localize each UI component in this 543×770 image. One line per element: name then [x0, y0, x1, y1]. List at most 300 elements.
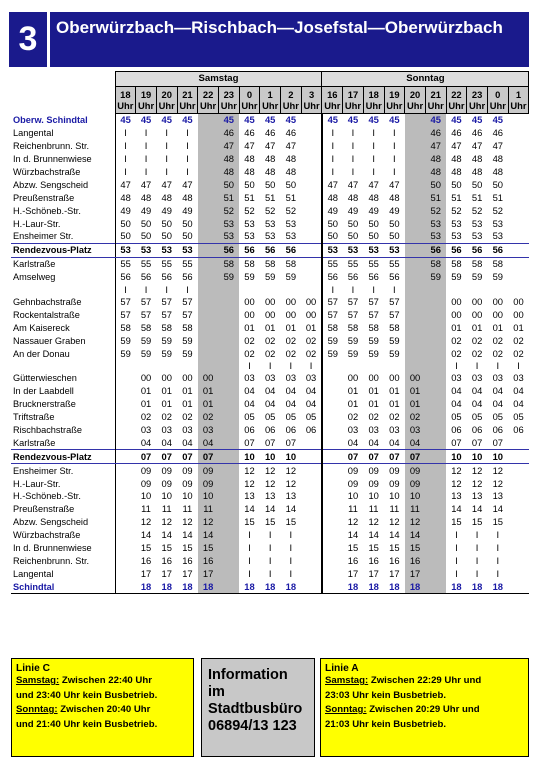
departure-time: 06: [285, 424, 297, 436]
departure-time: 15: [389, 542, 400, 554]
hour-value: 16: [327, 89, 338, 100]
departure-time: 59: [244, 271, 255, 283]
departure-time: 13: [264, 490, 276, 502]
departure-time: [115, 360, 136, 372]
departure-time: 18: [244, 580, 255, 592]
departure-time: [446, 284, 467, 296]
departure-time: 50: [161, 217, 172, 229]
departure-time: 02: [140, 411, 152, 423]
departure-time: [198, 284, 219, 296]
departure-time: 58: [161, 321, 172, 333]
departure-time: 49: [161, 204, 172, 216]
departure-time: [115, 372, 136, 385]
departure-time: I: [165, 283, 169, 295]
departure-time: 14: [264, 503, 276, 515]
note-text-part: Zwischen 20:29 Uhr und: [366, 704, 480, 715]
departure-time: I: [144, 153, 148, 165]
departure-time: 04: [244, 385, 255, 397]
departure-time: [218, 555, 239, 568]
departure-time: [115, 503, 136, 516]
hour-unit: Uhr: [489, 100, 506, 111]
departure-time: [322, 503, 343, 516]
departure-time: [405, 140, 426, 153]
note-text-part: Zwischen 22:40 Uhr: [59, 675, 152, 686]
departure-time: [218, 360, 239, 372]
departure-time: 04: [198, 436, 219, 449]
departure-time: [218, 503, 239, 516]
departure-time: 48: [451, 153, 462, 165]
hour-value: 20: [409, 89, 421, 100]
departure-time: 02: [198, 411, 219, 424]
departure-time: 53: [156, 243, 177, 257]
departure-time: 47: [451, 140, 462, 152]
departure-time: 18: [368, 580, 379, 592]
departure-time: [322, 464, 343, 477]
hour-header: [446, 87, 467, 114]
departure-time: [218, 490, 239, 503]
departure-time: [301, 464, 322, 477]
departure-time: 10: [281, 450, 302, 464]
departure-time: 46: [244, 127, 255, 139]
departure-time: 53: [471, 230, 483, 242]
departure-time: 11: [182, 503, 193, 515]
departure-time: 56: [182, 271, 193, 283]
departure-time: [425, 477, 446, 490]
info-line: im: [208, 684, 225, 700]
departure-time: 46: [451, 127, 462, 139]
departure-time: 18: [389, 580, 400, 592]
departure-time: 01: [405, 398, 426, 411]
departure-time: 46: [425, 127, 446, 140]
departure-time: I: [393, 140, 396, 152]
hour-value: 0: [495, 89, 501, 100]
departure-time: 11: [368, 503, 379, 515]
departure-time: 04: [492, 385, 503, 397]
departure-time: 51: [244, 191, 255, 203]
departure-time: 04: [471, 385, 483, 397]
departure-time: 00: [244, 296, 255, 308]
departure-time: 50: [389, 230, 400, 242]
departure-time: 46: [218, 127, 239, 140]
departure-time: 00: [451, 296, 462, 308]
departure-time: I: [309, 360, 313, 372]
departure-time: [405, 217, 426, 230]
departure-time: 12: [492, 464, 503, 476]
departure-time: [301, 243, 322, 257]
departure-time: [322, 385, 343, 398]
departure-time: 06: [264, 424, 276, 436]
departure-time: 09: [389, 464, 400, 476]
departure-time: [198, 191, 219, 204]
hour-header: [281, 87, 302, 114]
departure-time: [322, 555, 343, 568]
departure-time: 50: [218, 178, 239, 191]
hour-value: 17: [347, 89, 359, 100]
departure-time: I: [268, 567, 272, 579]
departure-time: 03: [347, 424, 359, 436]
departure-time: [198, 127, 219, 140]
departure-time: 12: [471, 477, 483, 489]
departure-time: [301, 166, 322, 179]
departure-time: 09: [368, 464, 379, 476]
departure-time: 01: [368, 398, 379, 410]
departure-time: 50: [425, 178, 446, 191]
hour-value: 22: [451, 89, 462, 100]
departure-time: 56: [218, 243, 239, 257]
departure-time: 09: [198, 477, 219, 490]
departure-time: 03: [285, 372, 297, 384]
stop-name: In d. Brunnenwiese: [11, 153, 115, 166]
departure-time: 18: [492, 580, 503, 592]
hour-value: 1: [267, 89, 273, 100]
departure-time: 02: [305, 347, 317, 359]
hour-unit: Uhr: [469, 100, 486, 111]
departure-time: 48: [182, 191, 193, 203]
departure-time: 12: [161, 516, 172, 528]
departure-time: 53: [425, 217, 446, 230]
departure-time: 50: [161, 230, 172, 242]
hour-header: [177, 87, 198, 114]
stop-row: [11, 490, 529, 503]
timetable: [11, 71, 529, 594]
departure-time: [322, 529, 343, 542]
departure-time: 59: [389, 334, 400, 346]
departure-time: 02: [285, 334, 297, 346]
departure-time: 10: [389, 490, 400, 502]
departure-time: 48: [120, 191, 131, 203]
departure-time: 52: [285, 204, 297, 216]
departure-time: I: [268, 554, 272, 566]
departure-time: 02: [161, 411, 172, 423]
departure-time: 16: [347, 554, 359, 566]
departure-time: [405, 153, 426, 166]
hour-unit: Uhr: [386, 100, 403, 111]
departure-time: 55: [389, 258, 400, 270]
departure-time: [322, 450, 343, 464]
departure-time: 45: [368, 114, 379, 126]
departure-time: 10: [368, 490, 379, 502]
departure-time: I: [322, 153, 343, 166]
departure-time: 58: [218, 257, 239, 270]
hour-value: 18: [120, 89, 131, 100]
departure-time: 15: [161, 542, 172, 554]
departure-time: I: [124, 283, 127, 295]
departure-time: 09: [140, 464, 152, 476]
departure-time: [425, 542, 446, 555]
spacer-row: [11, 360, 529, 372]
departure-time: 01: [405, 385, 426, 398]
departure-time: 55: [347, 258, 359, 270]
departure-time: 12: [451, 477, 462, 489]
departure-time: [508, 166, 529, 179]
departure-time: 45: [425, 114, 446, 127]
departure-time: I: [372, 127, 375, 139]
departure-time: I: [165, 166, 169, 177]
departure-time: 04: [492, 398, 503, 410]
departure-time: 02: [492, 334, 503, 346]
departure-time: [218, 372, 239, 385]
stop-name: H.-Laur-Str.: [11, 217, 115, 230]
departure-time: 02: [471, 334, 483, 346]
departure-time: 00: [305, 296, 317, 308]
departure-time: 12: [140, 516, 152, 528]
departure-time: 04: [161, 436, 172, 448]
departure-time: [218, 321, 239, 334]
departure-time: 12: [264, 477, 276, 489]
departure-time: 57: [389, 308, 400, 320]
departure-time: 02: [264, 334, 276, 346]
departure-time: 57: [140, 296, 152, 308]
departure-time: 53: [218, 217, 239, 230]
departure-time: 01: [182, 398, 193, 410]
departure-time: I: [475, 529, 479, 541]
departure-time: 16: [389, 554, 400, 566]
departure-time: 10: [140, 490, 152, 502]
departure-time: [405, 191, 426, 204]
departure-time: 56: [322, 271, 343, 284]
departure-time: [322, 411, 343, 424]
stop-name: Amselweg: [11, 271, 115, 284]
note-text: [12, 703, 193, 718]
stop-name: In der Laabdell: [11, 385, 115, 398]
departure-time: 04: [182, 436, 193, 448]
day-row: [11, 72, 529, 87]
departure-time: 18: [198, 580, 219, 593]
stop-name: Brucknerstraße: [11, 398, 115, 411]
departure-time: 01: [347, 385, 359, 397]
departure-time: 59: [161, 347, 172, 359]
departure-time: 04: [140, 436, 152, 448]
stop-name: Reichenbrunn. Str.: [11, 555, 115, 568]
departure-time: 45: [182, 114, 193, 126]
departure-time: 59: [264, 271, 276, 283]
hour-value: 23: [223, 89, 234, 100]
departure-time: [384, 360, 405, 372]
departure-time: 48: [218, 166, 239, 179]
departure-time: 57: [389, 296, 400, 308]
departure-time: 51: [471, 191, 483, 203]
hour-header: [198, 87, 219, 114]
stop-row: [11, 477, 529, 490]
departure-time: 04: [451, 385, 462, 397]
departure-time: 53: [492, 230, 503, 242]
note-text: 21:03 Uhr kein Busbetrieb.: [325, 718, 447, 730]
departure-time: 47: [140, 178, 152, 190]
hour-value: 2: [288, 89, 294, 100]
departure-time: 07: [244, 436, 255, 448]
departure-time: 00: [182, 372, 193, 384]
departure-time: 06: [451, 424, 462, 436]
departure-time: [218, 424, 239, 437]
stop-row: [11, 204, 529, 217]
departure-time: 01: [368, 385, 379, 397]
departure-time: 02: [471, 347, 483, 359]
departure-time: 14: [389, 529, 400, 541]
departure-time: [218, 477, 239, 490]
departure-time: [405, 204, 426, 217]
departure-time: [425, 490, 446, 503]
hour-value: 21: [430, 89, 441, 100]
departure-time: [467, 284, 488, 296]
departure-time: 59: [347, 334, 359, 346]
departure-time: 14: [368, 529, 379, 541]
departure-time: [425, 398, 446, 411]
departure-time: [301, 516, 322, 529]
departure-time: 56: [425, 243, 446, 257]
departure-time: 56: [260, 243, 281, 257]
hour-header: [322, 87, 343, 114]
departure-time: 01: [161, 385, 172, 397]
departure-time: I: [455, 360, 458, 372]
departure-time: 10: [198, 490, 219, 503]
hour-unit: Uhr: [427, 100, 444, 111]
note-text: und 21:40 Uhr kein Busbetrieb.: [16, 718, 158, 730]
departure-time: I: [393, 153, 396, 165]
hour-unit: Uhr: [324, 100, 341, 111]
departure-time: 50: [322, 217, 343, 230]
note-line-a: [320, 658, 529, 757]
departure-time: 09: [405, 477, 426, 490]
departure-time: 18: [405, 580, 426, 593]
departure-time: [425, 321, 446, 334]
departure-time: [405, 347, 426, 360]
departure-time: I: [268, 360, 272, 372]
departure-time: [218, 464, 239, 477]
departure-time: 10: [161, 490, 172, 502]
stop-row: [11, 411, 529, 424]
departure-time: 01: [285, 321, 297, 333]
departure-time: 15: [198, 542, 219, 555]
hour-unit: Uhr: [303, 100, 320, 111]
stop-row: [11, 114, 529, 127]
departure-time: 53: [264, 230, 276, 242]
hour-unit: Uhr: [510, 100, 527, 111]
departure-time: 59: [322, 334, 343, 347]
hour-value: 23: [471, 89, 483, 100]
departure-time: [508, 204, 529, 217]
departure-time: 45: [471, 114, 483, 126]
departure-time: [508, 127, 529, 140]
departure-time: 45: [389, 114, 400, 126]
departure-time: [425, 334, 446, 347]
stop-name: Würzbachstraße: [11, 166, 115, 179]
departure-time: 13: [492, 490, 503, 502]
departure-time: 18: [451, 580, 462, 592]
departure-time: 50: [182, 217, 193, 229]
departure-time: [425, 424, 446, 437]
hour-unit: Uhr: [137, 100, 155, 111]
departure-time: 18: [182, 580, 193, 592]
departure-time: 55: [368, 258, 379, 270]
departure-time: [198, 271, 219, 284]
stop-row: [11, 257, 529, 270]
departure-time: 50: [264, 178, 276, 190]
note-text-part: Zwischen 20:40 Uhr: [57, 704, 151, 715]
departure-time: I: [186, 283, 189, 295]
departure-time: I: [351, 140, 355, 152]
departure-time: I: [372, 283, 375, 295]
departure-time: I: [144, 166, 148, 177]
info-box: [201, 658, 315, 757]
departure-time: 07: [343, 450, 364, 464]
departure-time: [425, 555, 446, 568]
departure-time: 52: [492, 204, 503, 216]
stop-name: Langental: [11, 127, 115, 140]
departure-time: 45: [218, 114, 239, 127]
departure-time: [508, 464, 529, 477]
departure-time: 53: [264, 217, 276, 229]
departure-time: 09: [182, 477, 193, 489]
saturday-header: Samstag: [115, 72, 322, 87]
departure-time: 00: [347, 372, 359, 384]
stop-row: [11, 296, 529, 309]
departure-time: 04: [305, 385, 317, 397]
departure-time: 45: [161, 114, 172, 126]
departure-time: 05: [285, 411, 297, 423]
stop-row: [11, 334, 529, 347]
departure-time: [508, 217, 529, 230]
departure-time: 48: [471, 153, 483, 165]
stop-name: Preußenstraße: [11, 503, 115, 516]
departure-time: 52: [244, 204, 255, 216]
departure-time: [301, 503, 322, 516]
departure-time: I: [455, 542, 458, 554]
departure-time: I: [475, 542, 479, 554]
stop-row: [11, 347, 529, 360]
hour-unit: Uhr: [158, 100, 175, 111]
departure-time: [508, 436, 529, 449]
departure-time: 09: [347, 464, 359, 476]
departure-time: 04: [368, 436, 379, 448]
departure-time: 58: [451, 258, 462, 270]
departure-time: 14: [182, 529, 193, 541]
departure-time: [115, 490, 136, 503]
departure-time: [301, 450, 322, 464]
departure-time: I: [124, 166, 127, 177]
departure-time: 02: [305, 334, 317, 346]
departure-time: 48: [285, 166, 297, 177]
departure-time: I: [144, 140, 148, 152]
departure-time: [508, 257, 529, 270]
departure-time: 05: [471, 411, 483, 423]
departure-time: 03: [405, 424, 426, 437]
departure-time: 12: [244, 464, 255, 476]
departure-time: 00: [285, 308, 297, 320]
departure-time: 50: [451, 178, 462, 190]
stop-row: [11, 424, 529, 437]
departure-time: I: [475, 360, 479, 372]
departure-time: 14: [347, 529, 359, 541]
note-day-label: Sonntag:: [16, 704, 58, 715]
departure-time: 47: [322, 178, 343, 191]
departure-time: I: [496, 542, 500, 554]
departure-time: 00: [140, 372, 152, 384]
departure-time: [508, 529, 529, 542]
stop-row: [11, 567, 529, 580]
stop-name: Karlstraße: [11, 257, 115, 270]
departure-time: 59: [389, 347, 400, 359]
departure-time: 48: [322, 191, 343, 204]
departure-time: 48: [140, 191, 152, 203]
departure-time: 49: [368, 204, 379, 216]
departure-time: I: [289, 567, 293, 579]
hour-value: 19: [140, 89, 152, 100]
departure-time: 17: [182, 567, 193, 579]
departure-time: 45: [322, 114, 343, 127]
departure-time: I: [475, 554, 479, 566]
departure-time: 17: [198, 567, 219, 580]
departure-time: 50: [471, 178, 483, 190]
